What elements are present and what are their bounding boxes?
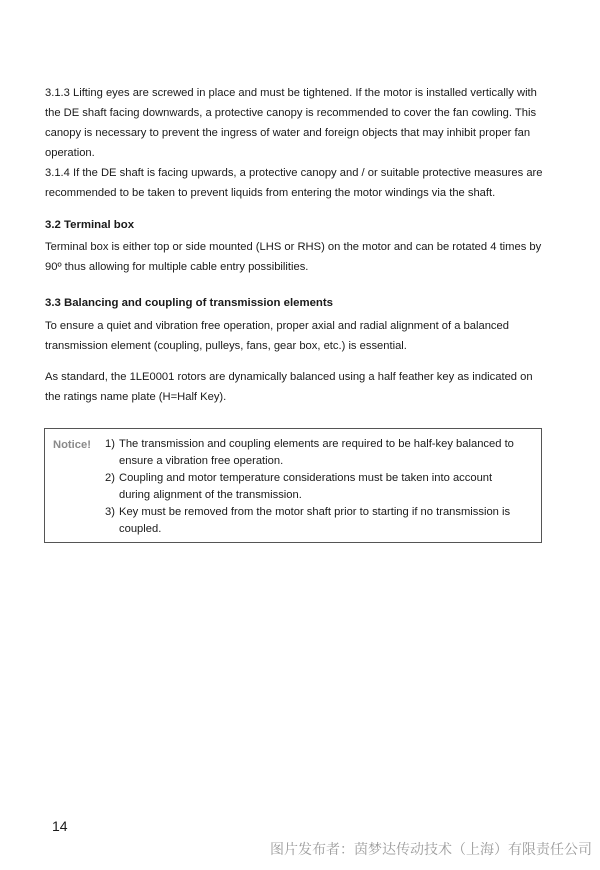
notice-item [105,436,525,470]
notice-item-text: The transmission and coupling elements are required to be half-key balanced to ensure a vibration free operation. [119,438,514,467]
notice-item-number: 3) [105,506,115,518]
page-number: 14 [52,818,68,834]
notice-item [105,504,525,538]
notice-label: Notice! [53,439,91,451]
paragraph-3-2: Terminal box is either top or side mounted (LHS or RHS) on the motor and can be rotated 4 times by 90º thus allowing for multiple cable entry possibilities. [45,241,542,273]
section-heading-3-3: 3.3 Balancing and coupling of transmission elements [45,297,333,309]
notice-item-number: 2) [105,472,115,484]
paragraph-3-1-3: 3.1.3 Lifting eyes are screwed in place and must be tightened. If the motor is installed vertically with the DE shaft facing downwards, a protective canopy is recommended to cover the fan cowling. This canopy is necessary to prevent the ingress of water and foreign objects that may inhibit proper fan operation. [45,87,537,159]
notice-item-number: 1) [105,438,115,450]
notice-item [105,470,525,504]
notice-item-text: Coupling and motor temperature considerations must be taken into account during alignment of the transmission. [119,472,493,501]
paragraph-3-1-4: 3.1.4 If the DE shaft is facing upwards, a protective canopy and / or suitable protective measures are recommended to be taken to prevent liquids from entering the motor windings via the shaft. [45,167,543,199]
paragraph-3-3-b: As standard, the 1LE0001 rotors are dynamically balanced using a half feather key as indicated on the ratings name plate (H=Half Key). [45,371,533,403]
notice-item-text: Key must be removed from the motor shaft prior to starting if no transmission is coupled. [119,506,511,535]
paragraph-3-3-a: To ensure a quiet and vibration free operation, proper axial and radial alignment of a balanced transmission element (coupling, pulleys, fans, gear box, etc.) is essential. [45,320,509,352]
section-heading-3-2: 3.2 Terminal box [45,219,135,231]
notice-box [44,428,542,543]
publisher-watermark: 图片发布者：茵梦达传动技术（上海）有限责任公司 [270,842,592,858]
notice-list [105,436,525,538]
